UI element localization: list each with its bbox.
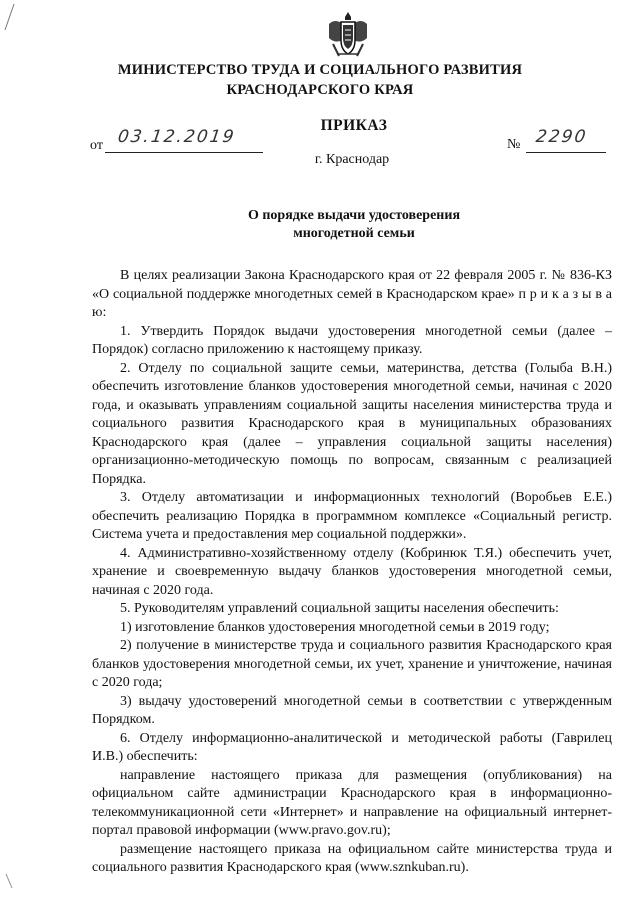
paragraph-item-2: 2. Отделу по социальной защите семьи, материнства, детства (Голыба В.Н.) обеспечить изготовление бланков удостоверения многодетной семьи, начиная с 2020 года, и оказывать управлениям социальной защиты населения министерства труда и социального развития Краснодарского края в муниципальных образованиях Краснодарского края (далее – управления социальной защиты населения) организационно-методическую помощь по вопросам, связанным с реализацией Порядка.	[92, 360, 612, 487]
ministry-name-line-1: МИНИСТЕРСТВО ТРУДА И СОЦИАЛЬНОГО РАЗВИТИЯ	[117, 62, 523, 78]
city-name: г. Краснодар	[314, 152, 390, 167]
paragraph-item-5-1: 1) изготовление бланков удостоверения многодетной семьи в 2019 году;	[120, 619, 550, 635]
margin-pen-mark-bottom	[4, 872, 14, 890]
paragraph-item-5: 5. Руководителям управлений социальной защиты населения обеспечить:	[120, 601, 559, 616]
paragraph-item-4: 4. Административно-хозяйственному отделу (Кобринюк Т.Я.) обеспечить учет, хранение и своевременную выдачу бланков удостоверения многодетной семьи, начиная с 2020 года.	[92, 545, 612, 598]
number-label: №	[507, 137, 521, 152]
subject-title-line-1: О порядке выдачи удостоверения	[247, 208, 461, 223]
handwritten-number: 2290	[534, 127, 589, 147]
ministry-name-line-2: КРАСНОДАРСКОГО КРАЯ	[226, 82, 414, 98]
margin-pen-mark	[2, 2, 16, 32]
paragraph-preamble: В целях реализации Закона Краснодарского края от 22 февраля 2005 г. № 836-КЗ «О социальной поддержке многодетных семей в Краснодарском крае» п р и к а з ы в а ю:	[92, 268, 612, 320]
paragraph-item-3: 3. Отделу автоматизации и информационных технологий (Воробьев Е.Е.) обеспечить реализацию Порядка в программном комплексе «Социальный регистр. Система учета и предоставления мер социальной поддержки».	[92, 490, 612, 542]
order-body	[92, 267, 612, 878]
handwritten-date: 03.12.2019	[116, 127, 237, 147]
date-label: от	[90, 138, 103, 153]
paragraph-item-5-2: 2) получение в министерстве труда и социального развития Краснодарского края бланков удостоверения многодетной семьи, их учет, хранение и уничтожение, начиная с 2020 года;	[92, 638, 612, 690]
paragraph-item-6-b: размещение настоящего приказа на официальном сайте министерства труда и социального развития Краснодарского края (www.sznkuban.ru).	[92, 841, 612, 875]
paragraph-item-5-3: 3) выдачу удостоверений многодетной семьи в соответствии с утвержденным Порядком.	[92, 693, 612, 727]
paragraph-item-1: 1. Утвердить Порядок выдачи удостоверения многодетной семьи (далее – Порядок) согласно приложению к настоящему приказу.	[92, 323, 612, 357]
paragraph-item-6: 6. Отделу информационно-аналитической и методической работы (Гаврилец И.В.) обеспечить:	[92, 730, 612, 764]
subject-title-line-2: многодетной семьи	[293, 226, 415, 241]
coat-of-arms-emblem	[325, 10, 371, 58]
paragraph-item-6-a: направление настоящего приказа для размещения (опубликования) на официальном сайте администрации Краснодарского края в информационно-телекоммуникационной сети «Интернет» и направление на официальный интернет-портал правовой информации (www.pravo.gov.ru);	[92, 767, 612, 838]
document-type-title: ПРИКАЗ	[320, 117, 388, 134]
